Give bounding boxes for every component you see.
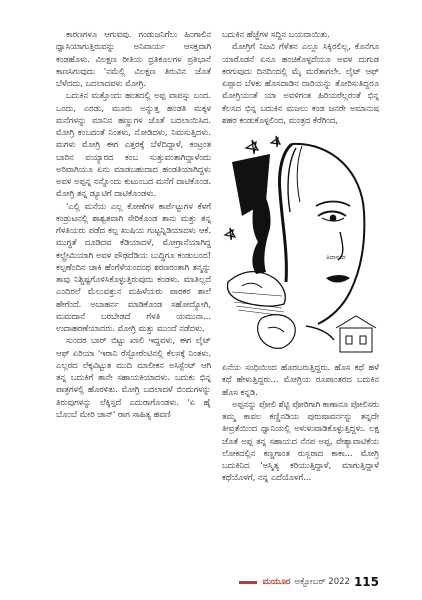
illustration-drawing [222,132,379,358]
paragraph: ಏನೆಯ ಸಂಧಿಯಿಂದ ಹೊರಬರುತ್ತಿದ್ದರು. ಹೊಸ ಕಥೆ ಹಳೆ ಕಥೆ ಹೇಳುತ್ತಿದ್ದರು... ಮೋಗ್ರಿಯ ರೂಪಾಂತರದ ಬದುಕಿನ ಹೊಸ ಕನ್ನಡಿ. [222,362,379,397]
page-footer [222,574,379,590]
illustrator-signature: ಶಿವಾನಂದ [326,254,346,261]
paragraph: ಸುಂದರ ಬಾರ್ ಬಿಟ್ಟು ಖಾಲಿ ಇದ್ದವಳು, ಈಗ ಲೈಟ್ ಆಫ್ ಏರಿಯಾ 'ಇರಾನಿ ರೆಸ್ಟೋರೆಂಟಿನಲ್ಲಿ ಕೆಲಸಕ್ಕೆ ನಿಂತಳು. ಎಲ್ಲರದ ಲೆಕ್ಕವಿಟ್ಟುತ ಮುದಿ ಮಾಲೀಕನ ಅಸಿಸ್ಟೆಂಟ್ ಆಗಿ ತನ್ನ ಬದುಕಿಗೆ ತಾನೇ ಸಹಾಯಕಿಯಾದಳು. ಬದುಕು ಭಿನ್ನ ಪಾತ್ರಗಳಲ್ಲಿ ಹೊರಳಿತು. ಮೋಗ್ರಿ ಬದಲಾದಳೆ ಬಿಂದುಗಳನ್ನು ತಿರುವುಗಳನ್ನು ಲೆಕ್ಕಿಸ್ತದೆ ಎದುರಾಗೊಂಡಳು. 'ಏ ಹೈ ಬೊಂಬೆ ಮೇರಿ ಜಾನ್' ರಾಗ ಸಾಹಿತ್ಯ ಹವಣಿ [56,335,211,419]
magazine-brand: ಮಯೂರ [262,577,291,587]
footer-bar [239,581,257,584]
ink-illustration [222,132,379,358]
right-text-top [222,28,379,130]
paragraph: ಬದುಕಿನ ಹೆಜ್ಜೆಗಳ ಸದ್ದಿನ ಬಯವಾಯಿತು. [222,29,331,39]
paragraph: ಮೋಗ್ರಿಗೆ ನಿಜವಿ ಗೆಳೆತನ ಎಲ್ಲೂ ಸಿಕ್ಕಿರಲಿಲ್ಲ, ಕೊನೆಗೂ ಯಾರೊಡನೆ ಏನೂ ಹಂಚಿಕೊಳ್ಳದೆಯೂ ಅವಳ ದುಗುಡ ಕರಗುವುದು ದಿನದಿಂದಲ್ಲಿ ಮೈ ಮರೆತಾಗಲೇ. ಲೈಟ್ ಆಫ್ ಏಪ್ಪಾದ ಬೆಳಕು ಹೊಸದಾಡಿನ ದಾರಿಯನ್ನು ತೋರಿಸುತಿದ್ದರೂ ಮೋಗ್ರಿಯಂತೆ ಯಾ ಅವಳಿಗಂತ ಹಿರಿಯರೆಲ್ಲರಂತೆ ಭಿನ್ನ ಕೆಲಸದ ಭಿನ್ನ ಬದುಕಿನ ಮಜಲು ಕಂಡ ಜನರೇ ಅಮಾನುಷ ಶಹರ ಕಂಡುಕೊಳ್ಳಲಿಂದ, ಮಂತ್ರದ ಕೆರೆಗಿಂದ, [222,41,379,125]
left-text-column [56,28,211,576]
paragraph: ಕಾರಣಗಳೂ ಆಗುವವು. ಗಂಡುಜನಿಗೆಲು ಹಿಂಗಾಲಿನ ಧ್ವಾಸಿಯಾಗುತ್ತಿರುವನ್ನು ಅನಿವಾರ್ಯ ಆಸಕ್ತವಾಗಿ ಕಂಡಹೊಳು. ವಿಲಕ್ಷಣ ರೀತಿಯ ಧ್ರತಿಕೂಲಗಳ ಪ್ರತಿಭಾನೆ ಕಾಣಸಿಗುವುದು 'ನಮೆಲ್ಲಿ ವಿಲಕ್ಷಣ ತಿರುವಿನ ಜೊತೆ ಬೆಳೆದದು, ಬದಲಾದವಳು ಮೋಗ್ರಿ. [56,29,211,88]
paragraph: ಅಪ್ಪನನ್ನು ಪೋಲಿ ಶೆಟ್ಟಿ ಪೋರಿಗಾಗಿ ಕಾಣಾನೂ ಪೋಲಿಸರು ತಮ್ಮ ಕಾವಲ ಕಣ್ಣಿನಡಿಯ ಪುರುಷಾವರ್ನನ್ನು ತನ್ನದೇ ತೀವ್ರತೆಯಿಂದ ಧ್ವಾನಿಯಲ್ಲಿ ಅಳುಳುವಾಡಿಕೊಳ್ಳುತ್ತಿದ್ದಳು. ಲಕ್ಷ ಜೊತೆ ಅಪ್ಪ ತನ್ನ ಸಹಾಯದ ನೆನಪ ಅಪ್ಪ, ವೇಶ್ಯಾವಾಟಿಕೆಯ ಲೋಕದಲ್ಲಿನ ಕಣ್ಣಗಾಂತ ರುಸ್ಬರಾದ ಕಾಕಾ... ಮೋಗ್ರಿ ಬದುಕಿನಿದ 'ಅಸ್ಮಿತ್ಯ ಕರಿಯುತ್ತಿದ್ದಾಳೆ, ಮಾಗುತ್ತಿದ್ದಾಳೆ ಕಥೆಯೊಳಗೆ, ನನ್ನ ಎದೆಯೊಳಗೆ... [222,398,379,483]
right-text-bottom [222,361,379,572]
paragraph: 'ಎಲ್ಲಿ ಮನೆಯ ಎಲ್ಲ ಕೋಣೆಗಳ ಕಾರ್ಪೆಟ್ಟುಗಳ ಕೆಳಗೆ ಕಂಡ್ರುಟನಲ್ಲಿ ಶಾಶ್ವತವಾಗಿ ಸೇರಿಕೊಂಡ ತಾನು ಮತ್ತು ತನ್ನ ಗೆಳತಿಯರು ಪಡೆದ ಕಲ್ಪ ಖುಷಿಯ ಗುಟ್ಟನ್ನಿಡಿಯಾದಳು ಆಕೆ. ಮುಗ್ಧತೆ ದೂಡಿದವ ಕೆಡಿಯಾದಳೆ, ಮೋಗ್ರಾನೆಯಾಗಿದ್ದ ಕಲ್ಪ್ರೇಮಿಯಾಗಿ ಅವಳ ಪೌಢದೆಡಿಯ ಬುದ್ಧಿಗೂ ಕಂಡುಬಂದ! ಕಲ್ಪಣೆಂದಿನ ಚಾಕಿ ಹೆಂಗೆಳೆಯಂದಂಥ ಶರಣರಂತಾಗಿ ತನ್ಮನ್ನು ತಾವು ನಿಶ್ಚಿಷ್ಟಗೊಳಿಸಿಕೊಳ್ಳುತ್ತಿರುವುದು ಕಂಡಳು. ಮಾತಿಲ್ಲದೆ ಎಂದಿರಲೆ ಮೆಲುವತ್ತುನ ಮಹಿಳೆಯರು ಪಾಠಕರ ಶಾಲೆ ಹೇಗೆಂದೆ. ಅಬಾಹರ್ನ ಮಾಡಿಕೊಂಡ ಸಹೋದ್ಯೋಗಿ, ಮಮದಾನೆ ಬರಬೇಡದೆ ಗೆಳತಿ ಯಮುನಾ... ಉದಾಹರಣೆಯಾದರು. ಮೋಗ್ರಿ ಮತ್ತು ಮುಂದೆ ನಡೆದಳು. [56,200,211,333]
page-number: 115 [353,575,379,589]
issue-date: ಅಕ್ಟೋಬರ್ 2022 [294,577,350,587]
paragraph: ಒದುಕಿನ ಮತ್ತೊಂದು ಹಂತದಲ್ಲಿ ಅಪ್ಪ ವಾಪಸ್ಸು ಬಂದ. ಒಂದು, ಎರಡು, ಮೂರು ಅನ್ನುತ್ತ ಹಂಡತಿ ಮಕ್ಕಳ ಮನೆಗಳನ್ನು ಮಾನಿನ ಹಣ್ಣುಗಳ ಜೊತೆ ಬದಲಾಯಿಸಿದ. ಮೋಗ್ರಿ ಕಂಬದಂತೆ ನಿಂತಳು, ನೋಡಿದಳು, ನಿಮಸುತ್ತಿದಳು. ಮಗಳು ಮೋಗ್ರಿ ಈಗ ಎತ್ತರಕ್ಕೆ ಬೆಳೆದಿದ್ದಾಳೆ, ಕಂಟ್ರಂತ ಬಾರಿನ ವಯ್ಯಾರದ ಕಂಬ ಸುತ್ತುವಂತಾಗಿದ್ದಾಳೆಂದು ಅರಿವಾಗಿಯೂ ಏನು ಮಾಡಬಹುದಾದ ಹಂಡತಿಯಾಗಿದ್ದಳು ಅವಳ ಅಪ್ಪನ್ನ ನನ್ನೊಂದು ಕುಟುಂಬದ ಮನೆಗೆ ದಾಟಿಕೊಂಡ. ಮೋಗ್ರಿ ತನ್ನ ಡ್ಯೂಟಿಗೆ ದಾಟಿಕೊಂಡಳು. [56,90,211,199]
